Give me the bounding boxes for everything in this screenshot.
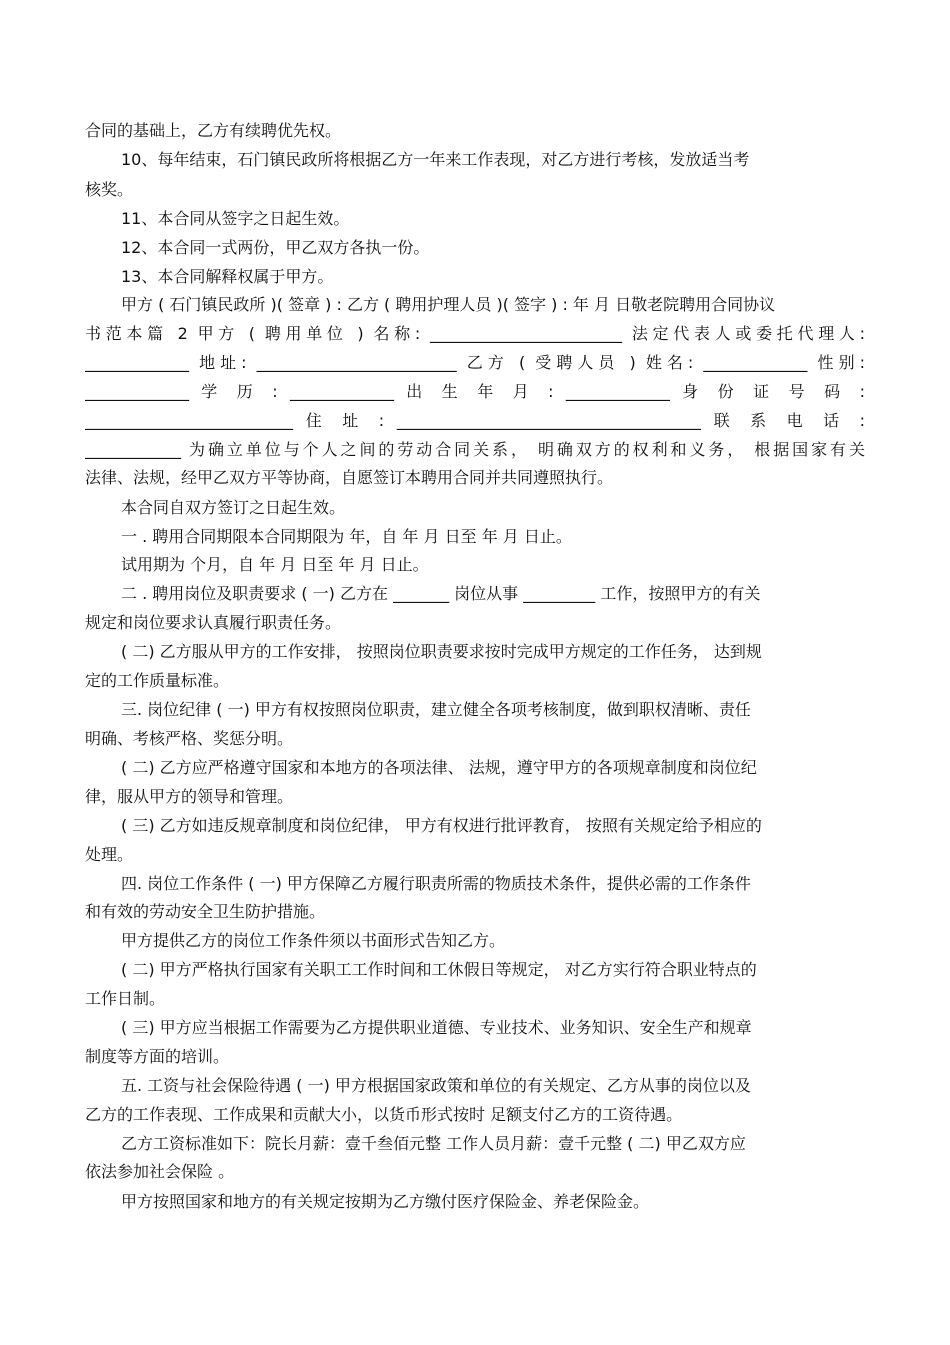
signature-line: 甲方 ( 石门镇民政所 )( 签章 ) : 乙方 ( 聘用护理人员 )( 签字 ) : 年 月 日敬老院聘用合同协议	[121, 295, 776, 314]
text-line: 明确、考核严格、奖惩分明。	[85, 729, 294, 748]
text-line: 本合同自双方签订之日起生效。	[121, 498, 346, 517]
text-line: 甲方按照国家和地方的有关规定按期为乙方缴付医疗保险金、养老保险金。	[121, 1192, 650, 1211]
text-line: ( 二) 甲方严格执行国家有关职工工作时间和工休假日等规定， 对乙方实行符合职业特点的	[121, 960, 757, 979]
text-line: 规定和岗位要求认真履行职责任务。	[85, 613, 342, 632]
text-line: 律，服从甲方的领导和管理。	[85, 787, 294, 806]
clause-12: 12、本合同一式两份，甲乙双方各执一份。	[121, 238, 430, 257]
text-line: 依法参加社会保险 。	[85, 1162, 235, 1181]
section-3-discipline: 三. 岗位纪律 ( 一) 甲方有权按照岗位职责，建立健全各项考核制度，做到职权清晰、责任	[121, 700, 751, 719]
text-line: ( 三) 乙方如违反规章制度和岗位纪律， 甲方有权进行批评教育， 按照有关规定给予相应的	[121, 816, 762, 835]
section-1-term: 一 . 聘用合同期限本合同期限为 年，自 年 月 日至 年 月 日止。	[121, 527, 572, 546]
text-line: ( 三) 甲方应当根据工作需要为乙方提供职业道德、专业技术、业务知识、安全生产和规章	[121, 1018, 752, 1037]
text-line: 制度等方面的培训。	[85, 1047, 230, 1066]
section-5-wages: 五. 工资与社会保险待遇 ( 一) 甲方根据国家政策和单位的有关规定、乙方从事的岗位以及	[121, 1076, 751, 1095]
text-line: _____________ 地址: _________________________ 乙方 ( 受聘人员 ) 姓名: _____________ 性别:	[85, 353, 865, 372]
text-line: 处理。	[85, 845, 134, 864]
text-line: _____________ 学 历 : _____________ 出 生 年 月 : _____________ 身 份 证 号 码 :	[85, 382, 865, 401]
text-line: 合同的基础上，乙方有续聘优先权。	[85, 121, 342, 140]
text-line: 和有效的劳动安全卫生防护措施。	[85, 902, 326, 921]
text-line: ( 二) 乙方应严格遵守国家和本地方的各项法律、 法规，遵守甲方的各项规章制度和岗位纪	[121, 758, 757, 777]
section-2-position: 二 . 聘用岗位及职责要求 ( 一) 乙方在 _______ 岗位从事 _________ 工作，按照甲方的有关	[121, 584, 761, 603]
text-line: 工作日制。	[85, 989, 166, 1008]
clause-13: 13、本合同解释权属于甲方。	[121, 267, 334, 286]
text-line: 试用期为 个月，自 年 月 日至 年 月 日止。	[121, 555, 429, 574]
text-line: 乙方的工作表现、工作成果和贡献大小，以货币形式按时 足额支付乙方的工资待遇。	[85, 1105, 683, 1124]
text-line: 法律、法规，经甲乙双方平等协商，自愿签订本聘用合同并共同遵照执行。	[85, 468, 614, 487]
wage-standard: 乙方工资标准如下：院长月薪：壹千叁佰元整 工作人员月薪：壹千元整 ( 二) 甲乙双方应	[121, 1134, 746, 1153]
clause-11: 11、本合同从签字之日起生效。	[121, 209, 350, 228]
text-line: 定的工作质量标准。	[85, 671, 230, 690]
text-line: 甲方提供乙方的岗位工作条件须以书面形式告知乙方。	[121, 931, 506, 950]
text-line: ____________ 为确立单位与个人之间的劳动合同关系， 明确双方的权利和义务， 根据国家有关	[85, 440, 865, 459]
text-line: ( 二) 乙方服从甲方的工作安排， 按照岗位职责要求按时完成甲方规定的工作任务， 达到规	[121, 642, 762, 661]
text-line: 核奖。	[85, 180, 134, 199]
text-line: __________________________ 住 址 : ______________________________________ 联 系 电 话 :	[85, 411, 865, 430]
text-line: 书范本篇 2 甲方 ( 聘用单位 ) 名称: ________________________ 法定代表人或委托代理人:	[85, 324, 865, 343]
section-4-conditions: 四. 岗位工作条件 ( 一) 甲方保障乙方履行职责所需的物质技术条件，提供必需的工作条件	[121, 874, 751, 893]
clause-10: 10、每年结束，石门镇民政所将根据乙方一年来工作表现，对乙方进行考核，发放适当考	[121, 150, 750, 169]
